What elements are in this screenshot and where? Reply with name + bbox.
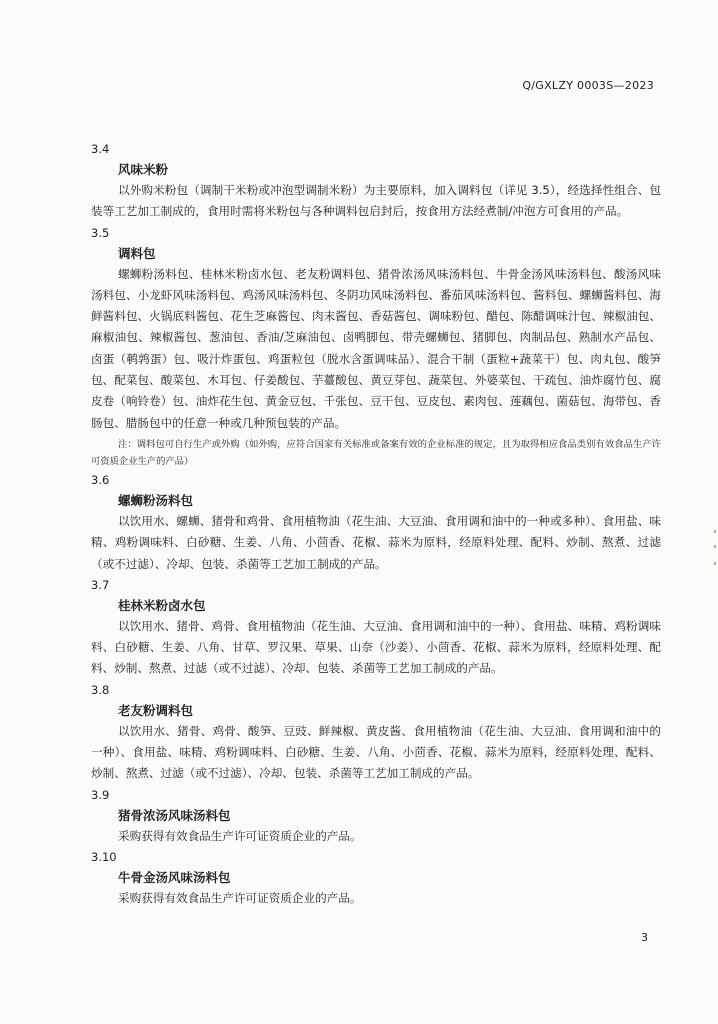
section-body: 以饮用水、猪骨、鸡骨、食用植物油（花生油、大豆油、食用调和油中的一种）、食用盐、味精、鸡粉调味料、白砂糖、生姜、八角、甘草、罗汉果、草果、山奈（沙姜）、小茴香、花椒、蒜米为原料，经原料处理、配料、炒制、熬煮、过滤（或不过滤）、冷却、包装、杀菌等工艺加工制成的产品。 [91, 618, 661, 676]
section-body: 螺蛳粉汤料包、桂林米粉卤水包、老友粉调料包、猪骨浓汤风味汤料包、牛骨金汤风味汤料包、酸汤风味汤料包、小龙虾风味汤料包、鸡汤风味汤料包、冬阴功风味汤料包、番茄风味汤料包、酱料包、螺蛳酱料包、海鲜酱料包、火锅底料酱包、花生芝麻酱包、肉末酱包、香菇酱包、调味粉包、醋包、陈醋调味汁包、辣椒油包、麻椒油包、辣椒酱包、葱油包、香油/芝麻油包、卤鸭脚包、带壳螺蛳包、猪脚包、肉制品包、熟制水产品包、卤蛋（鹌鹑蛋）包、吸汁炸蛋包、鸡蛋粒包（脱水含蛋调味品）、混合干制（蛋粒+蔬菜干）包、肉丸包、酸笋包、配菜包、酸菜包、木耳包、仔姜酸包、芋薹酸包、黄豆芽包、蔬菜包、外婆菜包、干疏包、油炸腐竹包、腐皮卷（响铃卷）包、油炸花生包、黄金豆包、千张包、豆干包、豆皮包、素肉包、莲藕包、菌菇包、海带包、香肠包、腊肠包中的任意一种或几种预包装的产品。 [91, 266, 661, 430]
scan-edge-mark [714, 562, 716, 565]
section-body: 采购获得有效食品生产许可证资质企业的产品。 [118, 890, 362, 905]
section-title: 风味米粉 [118, 162, 169, 177]
section-3-10 [91, 847, 661, 909]
section-number: 3.10 [91, 849, 117, 864]
section-title: 调料包 [118, 245, 156, 261]
section-body: 以饮用水、螺蛳、猪骨和鸡骨、食用植物油（花生油、大豆油、食用调和油中的一种或多种）、食用盐、味精、鸡粉调味料、白砂糖、生姜、八角、小茴香、花椒、蒜米为原料，经原料处理、配料、炒制、熬煮、过滤（或不过滤）、冷却、包装、杀菌等工艺加工制成的产品。 [91, 513, 661, 571]
section-number: 3.7 [91, 577, 110, 592]
section-title: 老友粉调料包 [118, 702, 194, 718]
section-3-9 [91, 785, 661, 847]
section-title: 桂林米粉卤水包 [118, 597, 206, 613]
section-body: 采购获得有效食品生产许可证资质企业的产品。 [118, 828, 362, 843]
scan-edge-mark [714, 545, 716, 548]
section-title: 牛骨金汤风味汤料包 [118, 869, 231, 885]
section-3-6 [91, 470, 661, 575]
section-number: 3.5 [91, 225, 110, 240]
section-title: 猪骨浓汤风味汤料包 [118, 807, 231, 823]
section-title: 螺蛳粉汤料包 [118, 492, 194, 508]
section-body: 以饮用水、猪骨、鸡骨、酸笋、豆豉、鲜辣椒、黄皮酱、食用植物油（花生油、大豆油、食用调和油中的一种）、食用盐、味精、鸡粉调味料、白砂糖、生姜、八角、小茴香、花椒、蒜米为原料，经原料处理、配料、炒制、熬煮、过滤（或不过滤）、冷却、包装、杀菌等工艺加工制成的产品。 [91, 723, 661, 781]
section-3-7 [91, 575, 661, 680]
document-body [91, 139, 661, 909]
section-number: 3.8 [91, 682, 110, 697]
section-note: 注：调料包可自行生产或外购（如外购，应符合国家有关标准或备案有效的企业标准的规定，且为取得相应食品类别有效食品生产许可资质企业生产的产品） [91, 438, 661, 467]
section-3-4 [91, 139, 661, 223]
section-3-8 [91, 680, 661, 785]
doc-code-header: Q/GXLZY 0003S—2023 [522, 79, 654, 92]
section-body: 以外购米粉包（调制干米粉或冲泡型调制米粉）为主要原料，加入调料包（详见 3.5），经选择性组合、包装等工艺加工制成的，食用时需将米粉包与各种调料包启封后，按食用方法经煮制/冲泡方可食用的产品。 [91, 183, 661, 219]
section-number: 3.9 [91, 787, 110, 802]
scan-edge-mark [714, 530, 716, 533]
section-3-5 [91, 223, 661, 470]
section-number: 3.4 [91, 142, 110, 156]
page-number: 3 [641, 931, 648, 944]
section-number: 3.6 [91, 472, 110, 487]
